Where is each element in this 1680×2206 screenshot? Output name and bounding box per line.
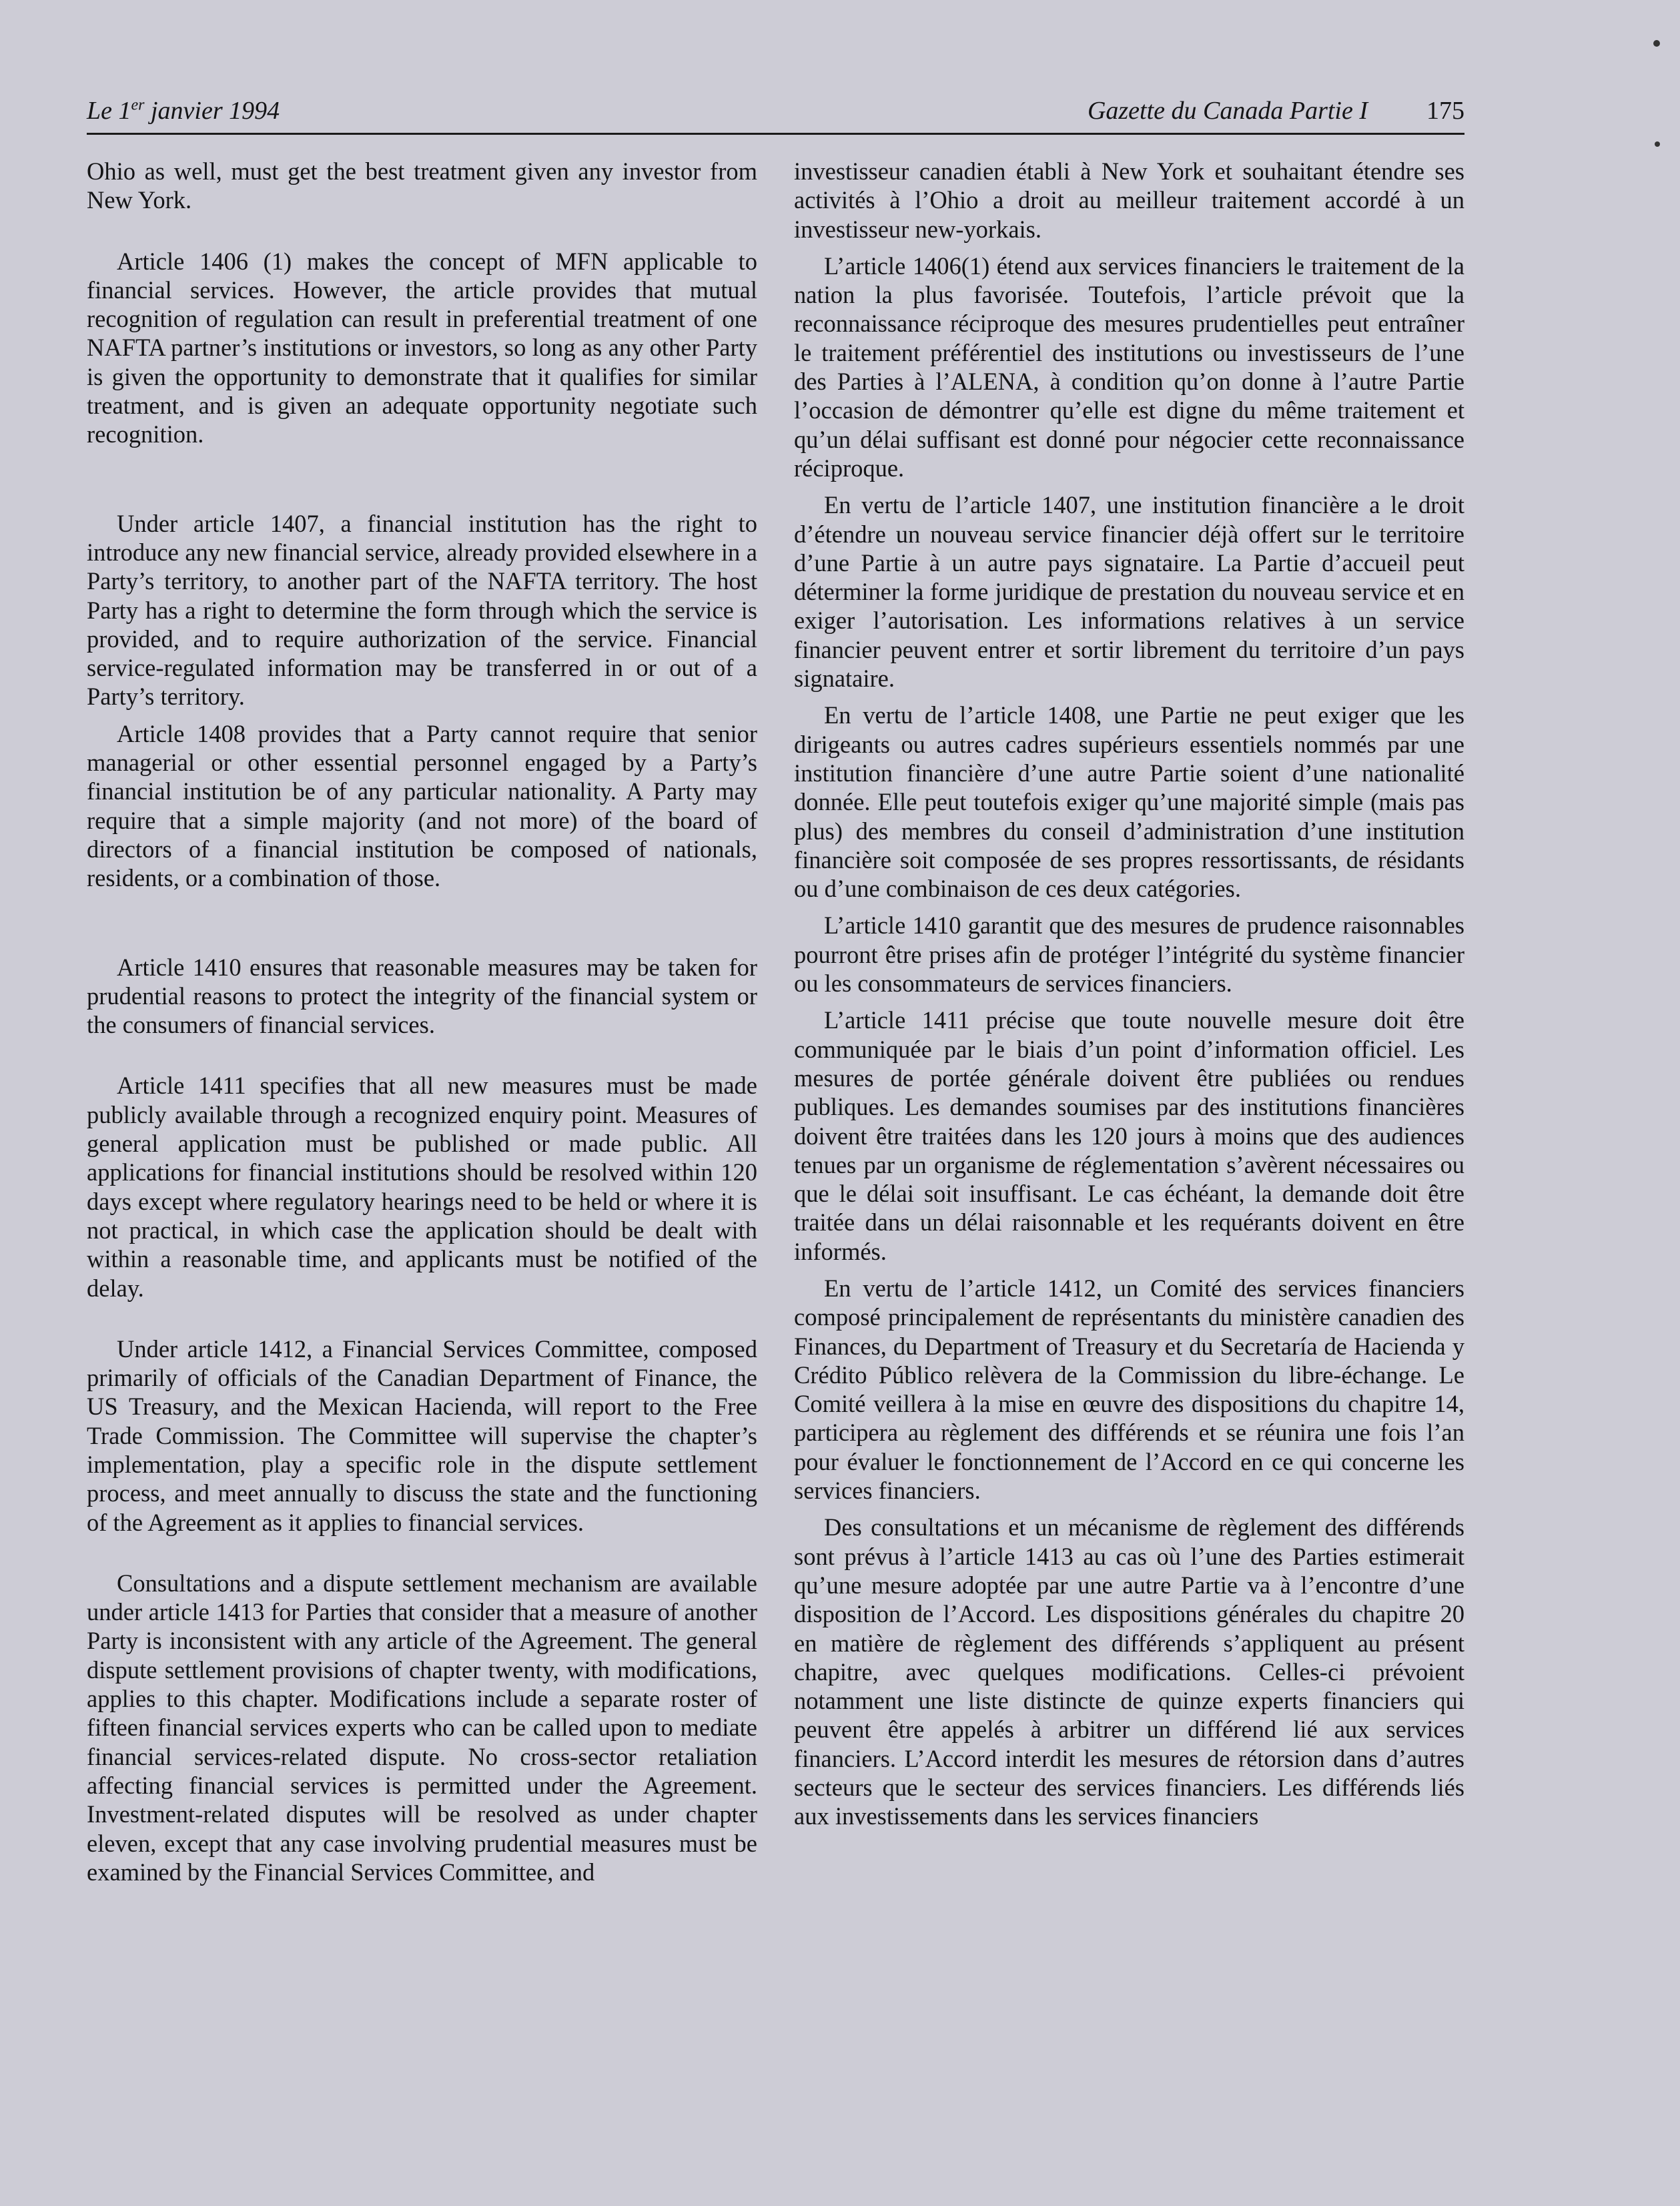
en-paragraph: Consultations and a dispute settlement mechanism are available under article 1413 for Parties that consider that a measure of another Party is inconsistent with any article of the Agreement. The general dispute settlement provisions of chapter twenty, with modifications, applies to this chapter. Modifications include a separate roster of fifteen financial services experts who can be called upon to mediate financial services-related dispute. No cross-sector retaliation affecting financial services is permitted under the Agreement. Investment-related disputes will be resolved as under chapter eleven, except that any case involving prudential measures must be examined by the Financial Services Committee, and — [87, 1569, 757, 1886]
en-paragraph: Under article 1407, a financial institution has the right to introduce any new financial service, already provided elsewhere in a Party’s territory, to another part of the NAFTA territory. The host Party has a right to determine the form through which the service is provided, and to require authorization of the service. Financial service-regulated information may be transferred in or out of a Party’s territory. — [87, 509, 757, 711]
fr-paragraph: L’article 1406(1) étend aux services financiers le traitement de la nation la plus favorisée. Toutefois, l’article prévoit que la reconnaissance réciproque des mesures prudentielles peut entraîner le traitement préférentiel des institutions ou investisseurs de l’une des Parties à l’ALENA, à condition qu’on donne à l’autre Partie l’occasion de démontrer qu’elle est digne du même traitement et qu’un délai suffisant est donné pour négocier cette reconnaissance réciproque. — [794, 252, 1464, 482]
page-number: 175 — [1426, 97, 1464, 125]
header-date: Le 1er janvier 1994 — [87, 96, 280, 125]
fr-paragraph: L’article 1411 précise que toute nouvelle mesure doit être communiquée par le biais d’un point d’information officiel. Les mesures de portée générale doivent être publiées ou rendues publiques. Les demandes soumises par des institutions financières doivent être traitées dans les 120 jours à moins que des audiences tenues par un organisme de réglementation s’avèrent nécessaires ou que le délai soit insuffisant. Le cas échéant, la demande doit être traitée dans un délai raisonnable et les requérants doivent en être informés. — [794, 1006, 1464, 1265]
header-publication: Gazette du Canada Partie I — [1087, 97, 1368, 125]
header-rule — [87, 133, 1464, 135]
en-paragraph: Article 1408 provides that a Party cannot require that senior managerial or other essential personnel engaged by a Party’s financial institution be of any particular nationality. A Party may require that a simple majority (and not more) of the board of directors of a financial institution be composed of nationals, residents, or a combination of those. — [87, 719, 757, 892]
fr-paragraph: En vertu de l’article 1407, une institution financière a le droit d’étendre un nouveau service financier déjà offert sur le territoire d’une Partie à un autre pays signataire. La Partie d’accueil peut déterminer la forme juridique de prestation du nouveau service et en exiger l’autorisation. Les informations relatives à un service financier peuvent entrer et sortir librement du territoire d’un pays signataire. — [794, 491, 1464, 693]
en-paragraph: Article 1410 ensures that reasonable measures may be taken for prudential reasons to protect the integrity of the financial system or the consumers of financial services. — [87, 953, 757, 1039]
page-header — [87, 91, 1464, 131]
english-column — [87, 157, 757, 1886]
scan-speck — [1655, 141, 1660, 147]
fr-paragraph: Des consultations et un mécanisme de règlement des différends sont prévus à l’article 1413 au cas où l’une des Parties estimerait qu’une mesure adoptée par une autre Partie va à l’encontre d’une disposition de l’Accord. Les dispositions générales du chapitre 20 en matière de règlement des différends s’appliquent au présent chapitre, avec quelques modifications. Celles-ci prévoient notamment une liste distincte de quinze experts financiers qui peuvent être appelés à arbitrer un différend lié aux services financiers. L’Accord interdit les mesures de rétorsion dans d’autres secteurs que le secteur des services financiers. Les différends liés aux investissements dans les services financiers — [794, 1513, 1464, 1830]
scan-speck — [1653, 40, 1660, 47]
french-column — [794, 157, 1464, 1831]
en-paragraph: Article 1411 specifies that all new measures must be made publicly available through a recognized enquiry point. Measures of general application must be published or made public. All applications for financial institutions should be resolved within 120 days except where regulatory hearings need to be held or where it is not practical, in which case the application should be dealt with within a reasonable time, and applicants must be notified of the delay. — [87, 1072, 757, 1302]
en-paragraph: Ohio as well, must get the best treatment given any investor from New York. — [87, 157, 757, 214]
fr-paragraph: En vertu de l’article 1408, une Partie ne peut exiger que les dirigeants ou autres cadres supérieurs essentiels nommés par une institution financière d’une autre Partie soient d’une nationalité donnée. Elle peut toutefois exiger qu’une majorité simple (mais pas plus) des membres du conseil d’administration d’une institution financière soit composée de ses propres ressortissants, de résidants ou d’une combinaison de ces deux catégories. — [794, 701, 1464, 903]
fr-paragraph: investisseur canadien établi à New York et souhaitant étendre ses activités à l’Ohio a droit au meilleur traitement accordé à un investisseur new-yorkais. — [794, 157, 1464, 243]
en-paragraph: Under article 1412, a Financial Services Committee, composed primarily of officials of the Canadian Department of Finance, the US Treasury, and the Mexican Hacienda, will report to the Free Trade Commission. The Committee will supervise the chapter’s implementation, play a specific role in the dispute settlement process, and meet annually to discuss the state and the functioning of the Agreement as it applies to financial services. — [87, 1335, 757, 1536]
en-paragraph: Article 1406 (1) makes the concept of MFN applicable to financial services. However, the article provides that mutual recognition of regulation can result in preferential treatment of one NAFTA partner’s institutions or investors, so long as any other Party is given the opportunity to demonstrate that it qualifies for similar treatment, and is given an adequate opportunity negotiate such recognition. — [87, 247, 757, 448]
fr-paragraph: En vertu de l’article 1412, un Comité des services financiers composé principalement de représentants du ministère canadien des Finances, du Department of Treasury et du Secretaría de Hacienda y Crédito Público relèvera de la Commission du libre-échange. Le Comité veillera à la mise en œuvre des dispositions du chapitre 14, participera au règlement des différends et se réunira une fois l’an pour évaluer le fonctionnement de l’Accord en ce qui concerne les services financiers. — [794, 1274, 1464, 1505]
fr-paragraph: L’article 1410 garantit que des mesures de prudence raisonnables pourront être prises afin de protéger l’intégrité du système financier ou les consommateurs de services financiers. — [794, 911, 1464, 998]
